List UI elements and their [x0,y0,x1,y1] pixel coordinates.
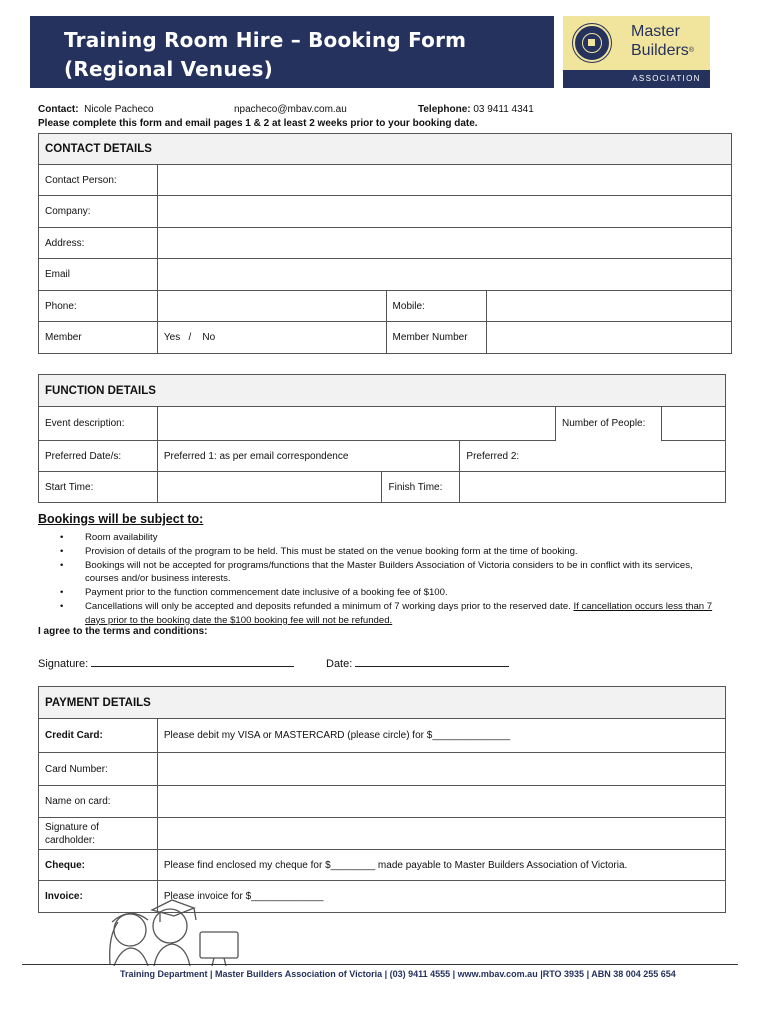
title-line-2: (Regional Venues) [64,57,274,81]
footer-divider [22,964,738,965]
invoice-field[interactable]: Please invoice for $_____________ [157,881,725,913]
finish-time-label: Finish Time: [382,472,460,503]
mobile-label: Mobile: [386,291,487,322]
preferred-date-2[interactable]: Preferred 2: [460,441,726,472]
association-seal-icon [573,24,611,62]
address-label: Address: [39,228,158,259]
signature-cardholder-field[interactable] [157,818,725,850]
terms-list [60,531,720,628]
list-item: • Bookings will not be accepted for programs/functions that the Master Builders Association of Victoria considers to be in conflict with its services, courses and/or business interests. [60,559,720,587]
logo-association-text: ASSOCIATION [632,74,701,83]
credit-card-field[interactable]: Please debit my VISA or MASTERCARD (please circle) for $______________ [157,719,725,753]
signature-cardholder-label: Signature of cardholder: [39,818,158,850]
preferred-date-1[interactable]: Preferred 1: as per email correspondence [157,441,460,472]
member-number-label: Member Number [386,322,487,354]
payment-details-table [38,686,726,913]
preferred-dates-label: Preferred Date/s: [39,441,158,472]
logo-wordmark: Master Builders® [631,23,694,59]
page-title [64,26,466,84]
contact-name: Nicole Pacheco [84,104,154,115]
start-time-field[interactable] [157,472,382,503]
terms-heading: Bookings will be subject to: [38,512,204,526]
list-item: • Payment prior to the function commencement date inclusive of a booking fee of $100. [60,586,720,600]
agree-terms-text: I agree to the terms and conditions: [38,626,208,637]
event-description-label: Event description: [39,407,158,441]
address-field[interactable] [157,228,731,259]
company-field[interactable] [157,196,731,228]
contact-person-field[interactable] [157,165,731,196]
instruction-text: Please complete this form and email pages 1 & 2 at least 2 weeks prior to your booking date. [38,118,478,129]
start-time-label: Start Time: [39,472,158,503]
contact-line: Contact: Nicole Pacheco [38,104,154,115]
master-builders-logo [563,16,710,88]
signature-field[interactable] [91,655,294,667]
function-details-heading: FUNCTION DETAILS [39,375,726,407]
cheque-field[interactable]: Please find enclosed my cheque for $________ made payable to Master Builders Association of Victoria. [157,850,725,881]
mobile-field[interactable] [487,291,732,322]
title-line-1: Training Room Hire – Booking Form [64,28,467,52]
name-on-card-field[interactable] [157,786,725,818]
invoice-label: Invoice: [39,881,158,913]
card-number-field[interactable] [157,753,725,786]
number-of-people-label: Number of People: [555,407,662,441]
students-computer-illustration-icon [100,886,250,966]
name-on-card-label: Name on card: [39,786,158,818]
phone-label: Phone: [39,291,158,322]
date-field[interactable] [355,655,509,667]
contact-person-label: Contact Person: [39,165,158,196]
contact-details-table [38,133,732,354]
list-item: • Room availability [60,531,720,545]
company-label: Company: [39,196,158,228]
list-item: • Provision of details of the program to be held. This must be stated on the venue booking form at the time of booking. [60,545,720,559]
email-field[interactable] [157,259,731,291]
finish-time-field[interactable] [460,472,726,503]
credit-card-label: Credit Card: [39,719,158,753]
card-number-label: Card Number: [39,753,158,786]
footer-text: Training Department | Master Builders Association of Victoria | (03) 9411 4555 | www.mbav.com.au |RTO 3935 | ABN 38 004 255 654 [120,969,676,979]
payment-details-heading: PAYMENT DETAILS [39,687,726,719]
member-number-field[interactable] [487,322,732,354]
phone-field[interactable] [157,291,386,322]
signature-row: Signature: [38,655,294,670]
contact-details-heading: CONTACT DETAILS [39,134,732,165]
date-row: Date: [326,655,509,670]
member-yes-no[interactable]: Yes / No [157,322,386,354]
list-item: • Cancellations will only be accepted and deposits refunded a minimum of 7 working days prior to the reserved date. If cancellation occurs less than 7 days prior to the booking date the $100 booking fee will not be refunded. [60,600,720,628]
contact-email[interactable]: npacheco@mbav.com.au [234,104,347,115]
cheque-label: Cheque: [39,850,158,881]
email-label: Email [39,259,158,291]
number-of-people-field[interactable] [662,407,726,441]
contact-telephone: Telephone: 03 9411 4341 [418,104,534,115]
member-label: Member [39,322,158,354]
